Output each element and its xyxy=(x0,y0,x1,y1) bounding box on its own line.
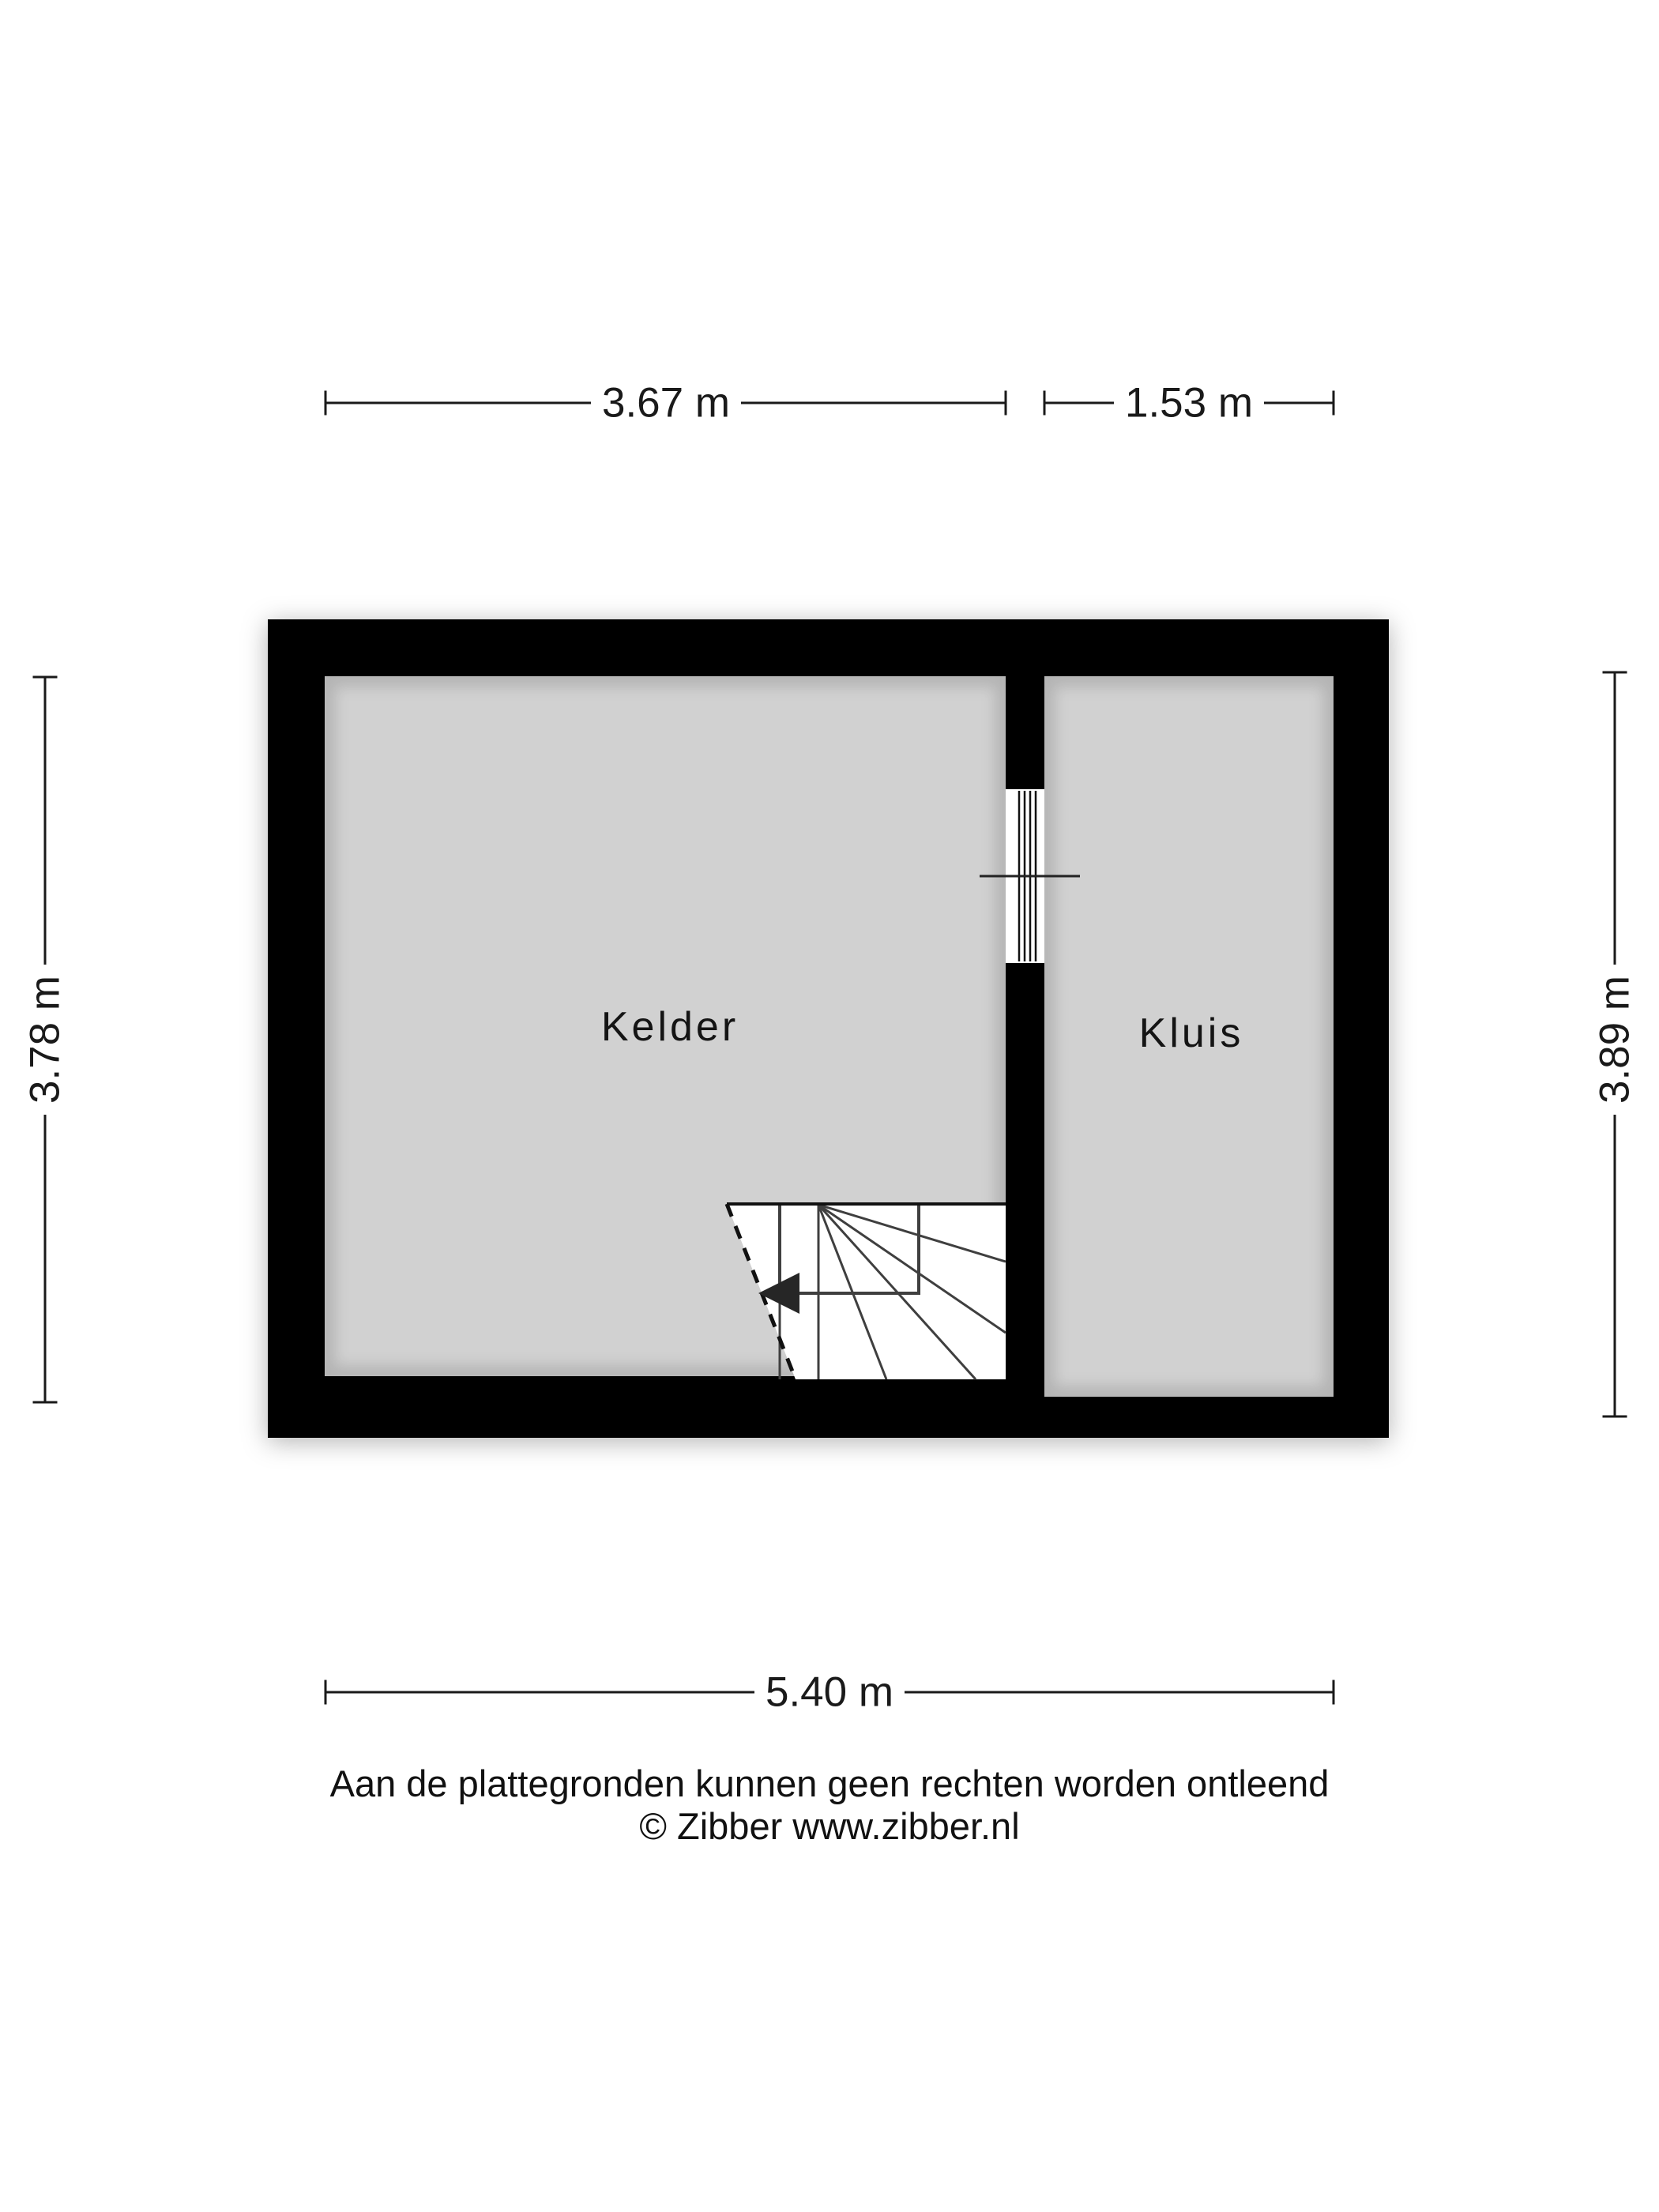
dimension-label-left: 3.78 m xyxy=(23,965,68,1115)
room-label-kelder: Kelder xyxy=(600,1004,739,1050)
dimension-label-top-left: 3.67 m xyxy=(591,381,741,426)
dimension-label-bottom: 5.40 m xyxy=(754,1670,905,1715)
room-label-kluis: Kluis xyxy=(1138,1010,1244,1056)
disclaimer-text: Aan de plattegronden kunnen geen rechten worden ontleend xyxy=(329,1762,1330,1804)
copyright-text: © Zibber www.zibber.nl xyxy=(639,1805,1020,1847)
dimension-label-right: 3.89 m xyxy=(1593,965,1638,1115)
dimension-label-top-right: 1.53 m xyxy=(1114,381,1264,426)
